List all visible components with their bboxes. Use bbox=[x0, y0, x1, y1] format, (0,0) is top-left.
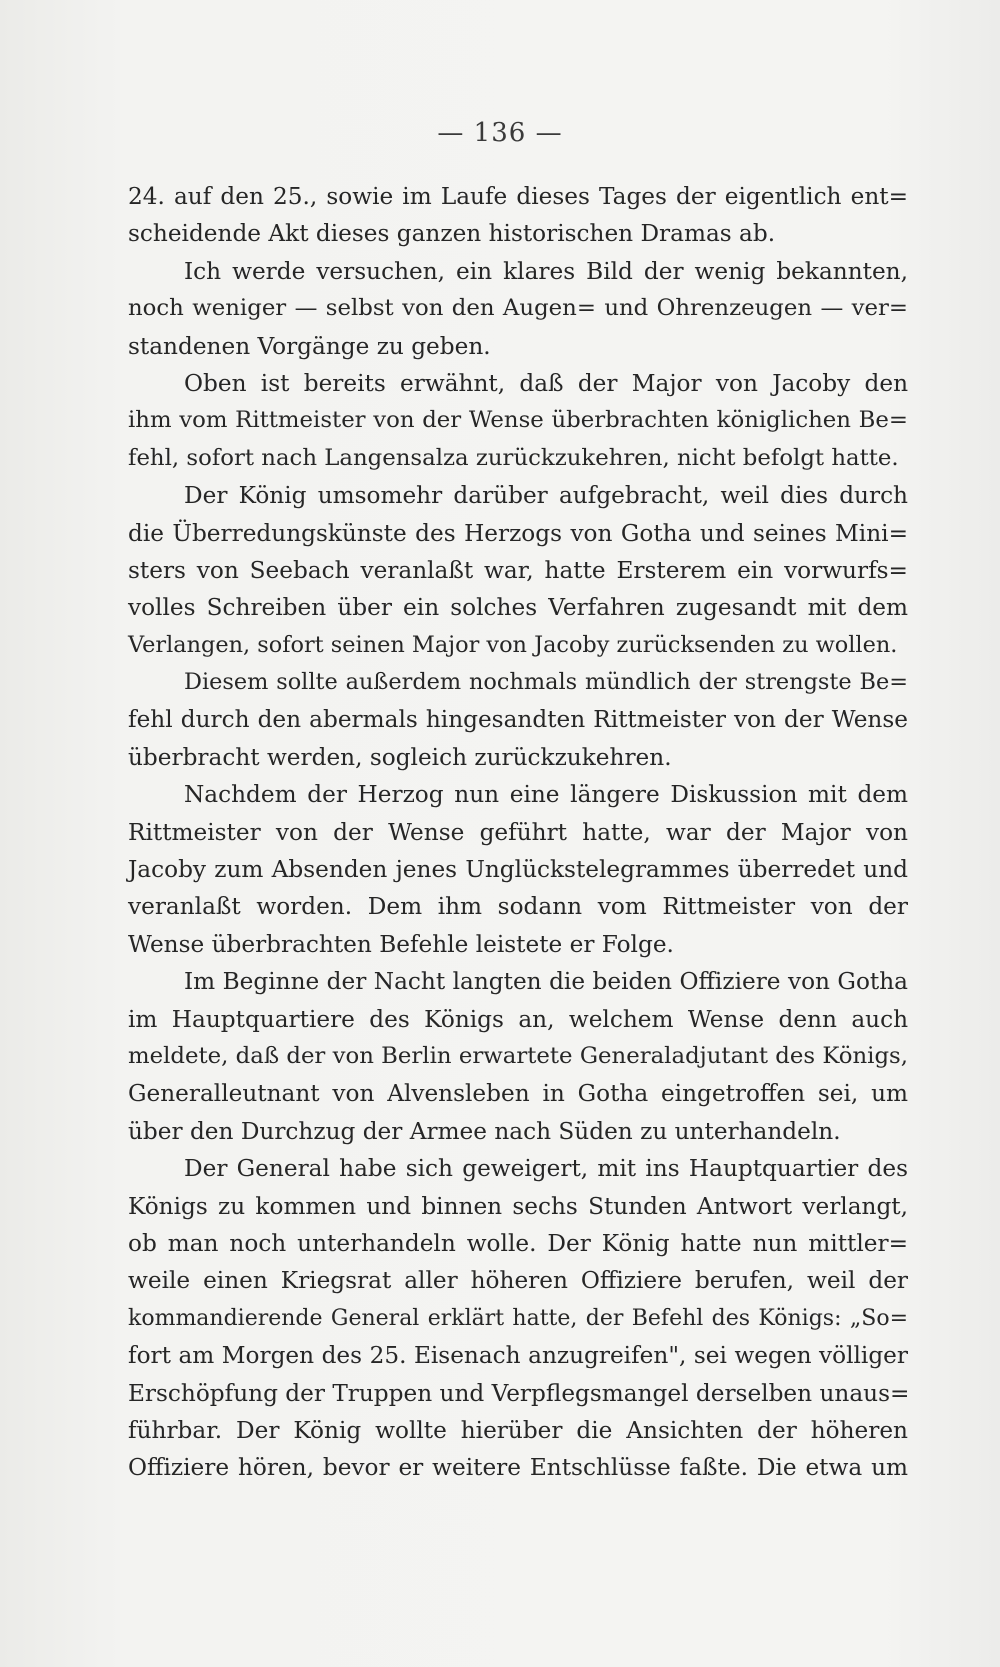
text-line: meldete, daß der von Berlin erwartete Generaladjutant des Königs, bbox=[128, 1042, 908, 1069]
text-line: Generalleutnant von Alvensleben in Gotha eingetroffen sei, um bbox=[128, 1080, 908, 1108]
text-line: 24. auf den 25., sowie im Laufe dieses Tages der eigentlich ent= bbox=[128, 183, 908, 210]
text-line: fehl, sofort nach Langensalza zurückzukehren, nicht befolgt hatte. bbox=[128, 444, 899, 471]
text-line: noch weniger — selbst von den Augen= und Ohrenzeugen — ver= bbox=[128, 295, 908, 322]
text-line: Königs zu kommen und binnen sechs Stunden Antwort verlangt, bbox=[128, 1192, 908, 1220]
text-line: über den Durchzug der Armee nach Süden zu unterhandeln. bbox=[128, 1117, 841, 1145]
text-line: Verlangen, sofort seinen Major von Jacoby zurücksenden zu wollen. bbox=[128, 631, 898, 658]
text-line: Rittmeister von der Wense geführt hatte, war der Major von bbox=[128, 818, 908, 846]
text-line: Nachdem der Herzog nun eine längere Diskussion mit dem bbox=[184, 781, 908, 809]
text-line: ob man noch unterhandeln wolle. Der König hatte nun mittler= bbox=[128, 1229, 908, 1257]
text-line: standenen Vorgänge zu geben. bbox=[128, 332, 491, 360]
text-line: scheidende Akt dieses ganzen historischen Dramas ab. bbox=[128, 220, 776, 248]
text-line: Wense überbrachten Befehle leistete er Folge. bbox=[128, 930, 674, 958]
text-line: volles Schreiben über ein solches Verfahren zugesandt mit dem bbox=[128, 594, 908, 622]
text-line: kommandierende General erklärt hatte, der Befehl des Königs: „So= bbox=[128, 1305, 908, 1331]
text-line: Diesem sollte außerdem nochmals mündlich der strengste Be= bbox=[184, 669, 908, 696]
text-line: im Hauptquartiere des Königs an, welchem Wense denn auch bbox=[128, 1005, 908, 1033]
text-line: Der König umsomehr darüber aufgebracht, weil dies durch bbox=[184, 482, 908, 510]
text-line: überbracht werden, sogleich zurückzukehren. bbox=[128, 743, 672, 771]
text-line: sters von Seebach veranlaßt war, hatte Ersterem ein vorwurfs= bbox=[128, 556, 908, 584]
text-line: Im Beginne der Nacht langten die beiden Offiziere von Gotha bbox=[184, 968, 908, 996]
text-line: Oben ist bereits erwähnt, daß der Major von Jacoby den bbox=[184, 369, 908, 397]
text-line: Offiziere hören, bevor er weitere Entschlüsse faßte. Die etwa um bbox=[128, 1454, 908, 1482]
text-line: Der General habe sich geweigert, mit ins Hauptquartier des bbox=[184, 1155, 908, 1183]
text-line: veranlaßt worden. Dem ihm sodann vom Rittmeister von der bbox=[128, 893, 908, 921]
body-text bbox=[128, 178, 908, 1487]
text-line: die Überredungskünste des Herzogs von Gotha und seines Mini= bbox=[128, 519, 908, 547]
text-line: führbar. Der König wollte hierüber die Ansichten der höheren bbox=[128, 1416, 908, 1444]
text-line: weile einen Kriegsrat aller höheren Offiziere berufen, weil der bbox=[128, 1267, 908, 1295]
page-number: — 136 — bbox=[437, 118, 563, 148]
text-line: fehl durch den abermals hingesandten Rittmeister von der Wense bbox=[128, 706, 908, 734]
text-line: Ich werde versuchen, ein klares Bild der wenig bekannten, bbox=[184, 257, 908, 285]
text-line: Jacoby zum Absenden jenes Unglückstelegrammes überredet und bbox=[128, 856, 908, 884]
text-line: Erschöpfung der Truppen und Verpflegsmangel derselben unaus= bbox=[128, 1379, 910, 1407]
text-line: fort am Morgen des 25. Eisenach anzugreifen", sei wegen völliger bbox=[128, 1342, 908, 1370]
text-line: ihm vom Rittmeister von der Wense überbrachten königlichen Be= bbox=[128, 407, 908, 434]
